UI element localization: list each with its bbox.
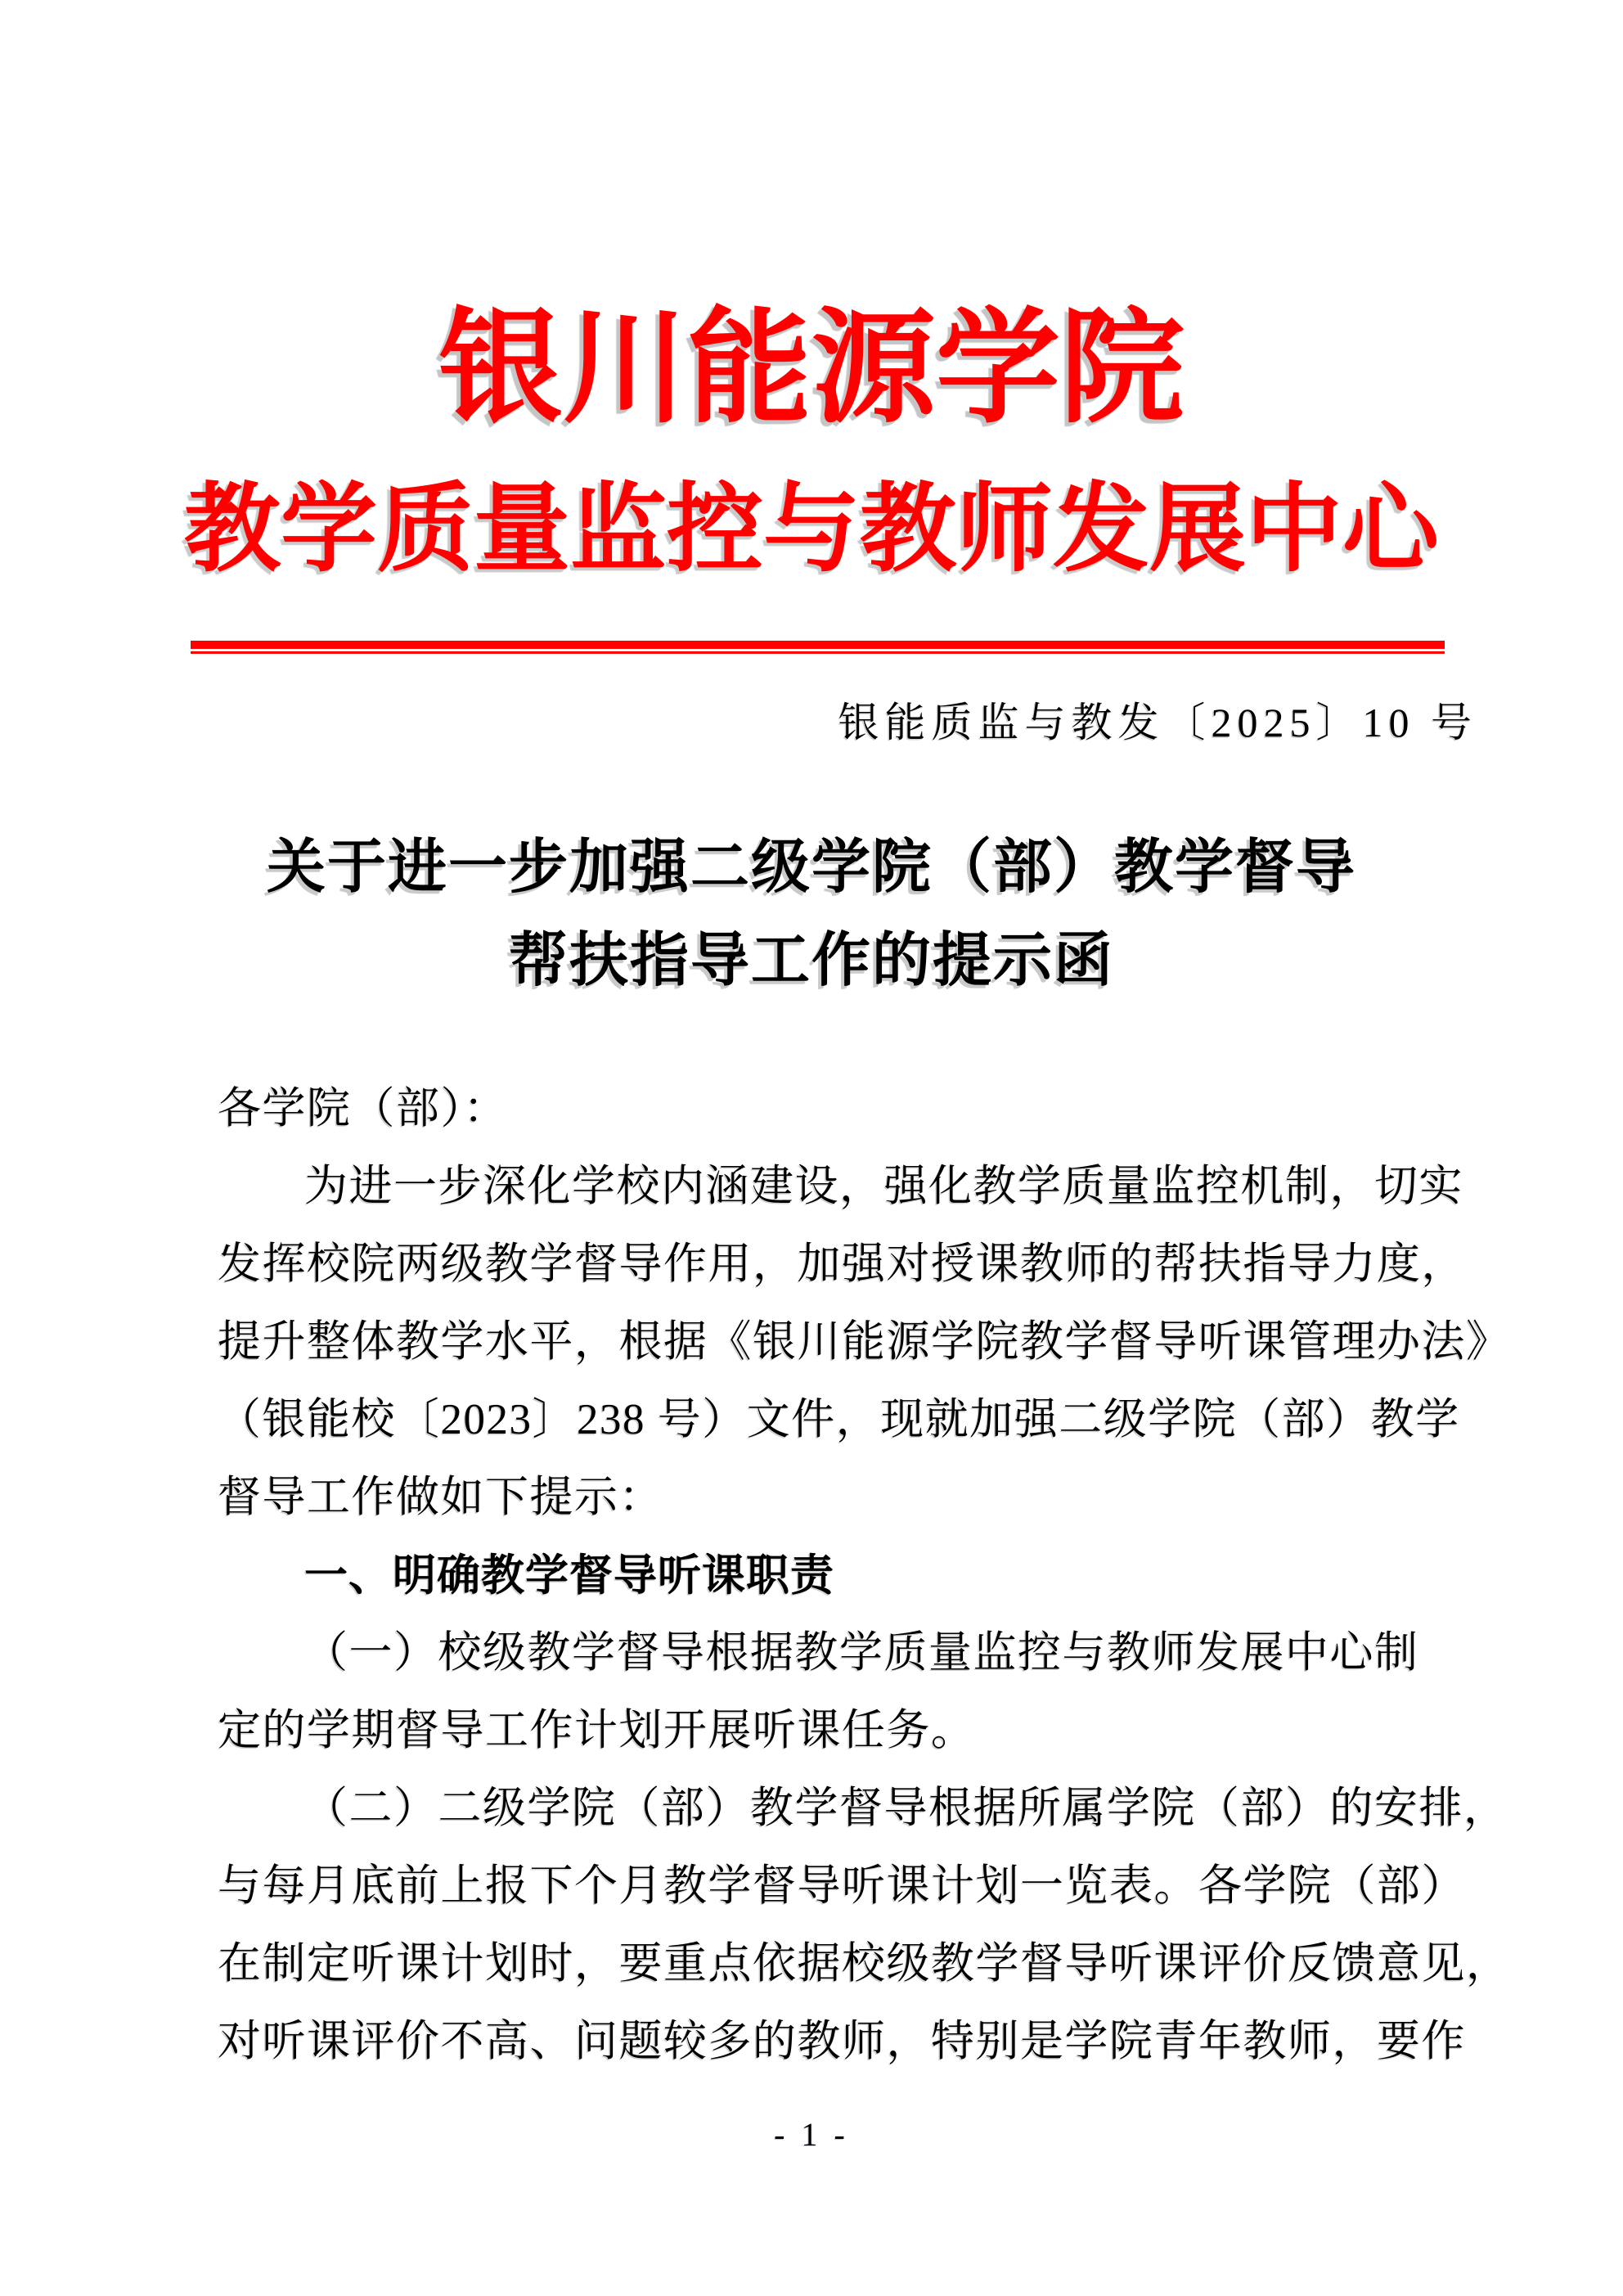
body-line: 在制定听课计划时，要重点依据校级教学督导听课评价反馈意见， xyxy=(218,1940,1511,1988)
body-line: 督导工作做如下提示： xyxy=(218,1474,663,1521)
body-line: 为进一步深化学校内涵建设，强化教学质量监控机制，切实 xyxy=(304,1163,1463,1210)
section-heading: 一、明确教学督导听课职责 xyxy=(304,1551,834,1600)
body-line: 对听课评价不高、问题较多的教师，特别是学院青年教师，要作 xyxy=(218,2018,1466,2065)
body-line: 定的学期督导工作计划开展听课任务。 xyxy=(218,1707,976,1754)
page-number: - 1 - xyxy=(774,2116,849,2153)
red-divider-rule xyxy=(191,641,1445,654)
org-name-masthead: 银川能源学院 xyxy=(438,300,1185,438)
document-number: 银能质监与教发〔2025〕10 号 xyxy=(838,700,1477,745)
body-line: （二）二级学院（部）教学督导根据所属学院（部）的安排， xyxy=(304,1785,1508,1832)
body-line: 发挥校院两级教学督导作用，加强对授课教师的帮扶指导力度， xyxy=(218,1240,1466,1288)
salutation-line: 各学院（部）： xyxy=(218,1085,508,1132)
document-title-line2: 帮扶指导工作的提示函 xyxy=(508,928,1114,993)
dept-name-masthead: 教学质量监控与教师发展中心 xyxy=(183,476,1439,583)
document-title xyxy=(0,821,1623,1007)
document-title-line1: 关于进一步加强二级学院（部）教学督导 xyxy=(266,835,1356,900)
body-line: 与每月底前上报下个月教学督导听课计划一览表。各学院（部） xyxy=(218,1862,1466,1910)
document-body xyxy=(218,1070,1511,2081)
body-line: 提升整体教学水平，根据《银川能源学院教学督导听课管理办法》 xyxy=(218,1318,1511,1366)
body-line: （一）校级教学督导根据教学质量监控与教师发展中心制 xyxy=(304,1629,1419,1677)
body-line: （银能校〔2023〕238 号）文件，现就加强二级学院（部）教学 xyxy=(218,1396,1460,1443)
